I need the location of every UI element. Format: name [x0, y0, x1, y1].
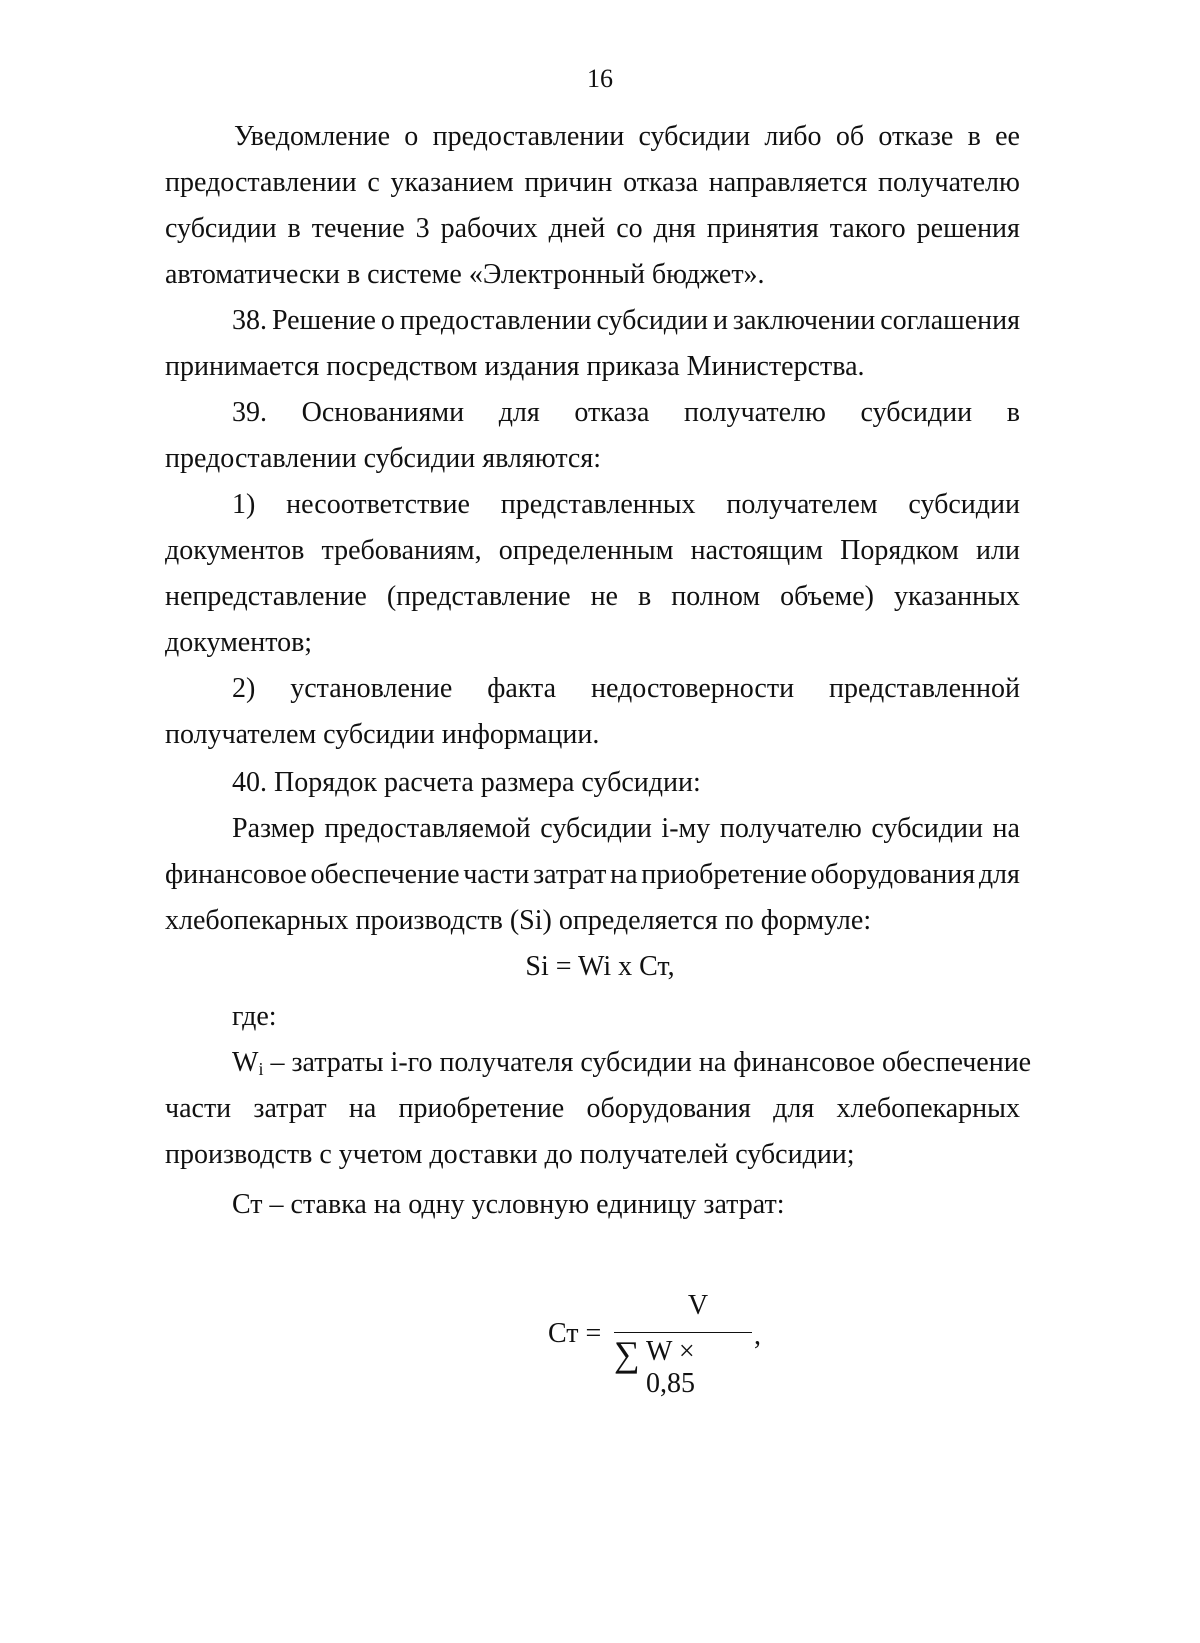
paragraph-line: части затрат на приобретение оборудования для хлебопекарных: [165, 1093, 1020, 1124]
paragraph-line: получателем субсидии информации.: [165, 719, 600, 750]
paragraph-line: принимается посредством издания приказа Министерства.: [165, 351, 865, 382]
symbol-w-subscript: i: [258, 1059, 264, 1079]
paragraph-line: 38. Решение о предоставлении субсидии и заключении соглашения: [232, 305, 1020, 336]
paragraph-line: 39. Основаниями для отказа получателю субсидии в: [232, 397, 1020, 428]
sum-symbol: ∑: [614, 1334, 640, 1374]
paragraph-line: 1) несоответствие представленных получателем субсидии: [232, 489, 1020, 520]
formula-ct: [548, 1290, 761, 1399]
formula-si: Si = Wi x Ст,: [525, 951, 675, 982]
symbol-w: W: [232, 1047, 259, 1078]
definition-ct: Ст – ставка на одну условную единицу затрат:: [232, 1189, 785, 1220]
paragraph-line: субсидии в течение 3 рабочих дней со дня принятия такого решения: [165, 213, 1020, 244]
paragraph-line: производств с учетом доставки до получателей субсидии;: [165, 1139, 855, 1170]
paragraph-line: автоматически в системе «Электронный бюджет».: [165, 259, 765, 290]
paragraph-line: предоставлении субсидии являются:: [165, 443, 601, 474]
paragraph-line: предоставлении с указанием причин отказа направляется получателю: [165, 167, 1020, 198]
paragraph-line: финансовое обеспечение части затрат на приобретение оборудования для: [165, 859, 1020, 890]
definition-w-line: $W_i$ – затраты i-го получателя субсидии на финансовое обеспечение: [232, 1047, 1032, 1079]
page-number: 16: [587, 64, 613, 93]
formula-ct-comma: ,: [754, 1320, 761, 1351]
paragraph-line: хлебопекарных производств (Si) определяется по формуле:: [165, 905, 872, 936]
formula-ct-denominator: W × 0,85: [646, 1336, 695, 1399]
formula-ct-lhs: Ст =: [548, 1318, 602, 1349]
paragraph-line: документов требованиям, определенным настоящим Порядком или: [165, 535, 1020, 566]
section-heading: 40. Порядок расчета размера субсидии:: [232, 767, 701, 798]
paragraph-line: Уведомление о предоставлении субсидии либо об отказе в ее: [234, 121, 1020, 152]
paragraph-line: непредставление (представление не в полном объеме) указанных: [165, 581, 1020, 612]
paragraph-line: Размер предоставляемой субсидии i-му получателю субсидии на: [232, 813, 1020, 844]
formula-ct-numerator: V: [687, 1290, 709, 1321]
fraction-bar: [614, 1332, 752, 1333]
where-label: где:: [232, 1001, 277, 1032]
paragraph-line: документов;: [165, 627, 313, 658]
paragraph-line: 2) установление факта недостоверности представленной: [232, 673, 1020, 704]
